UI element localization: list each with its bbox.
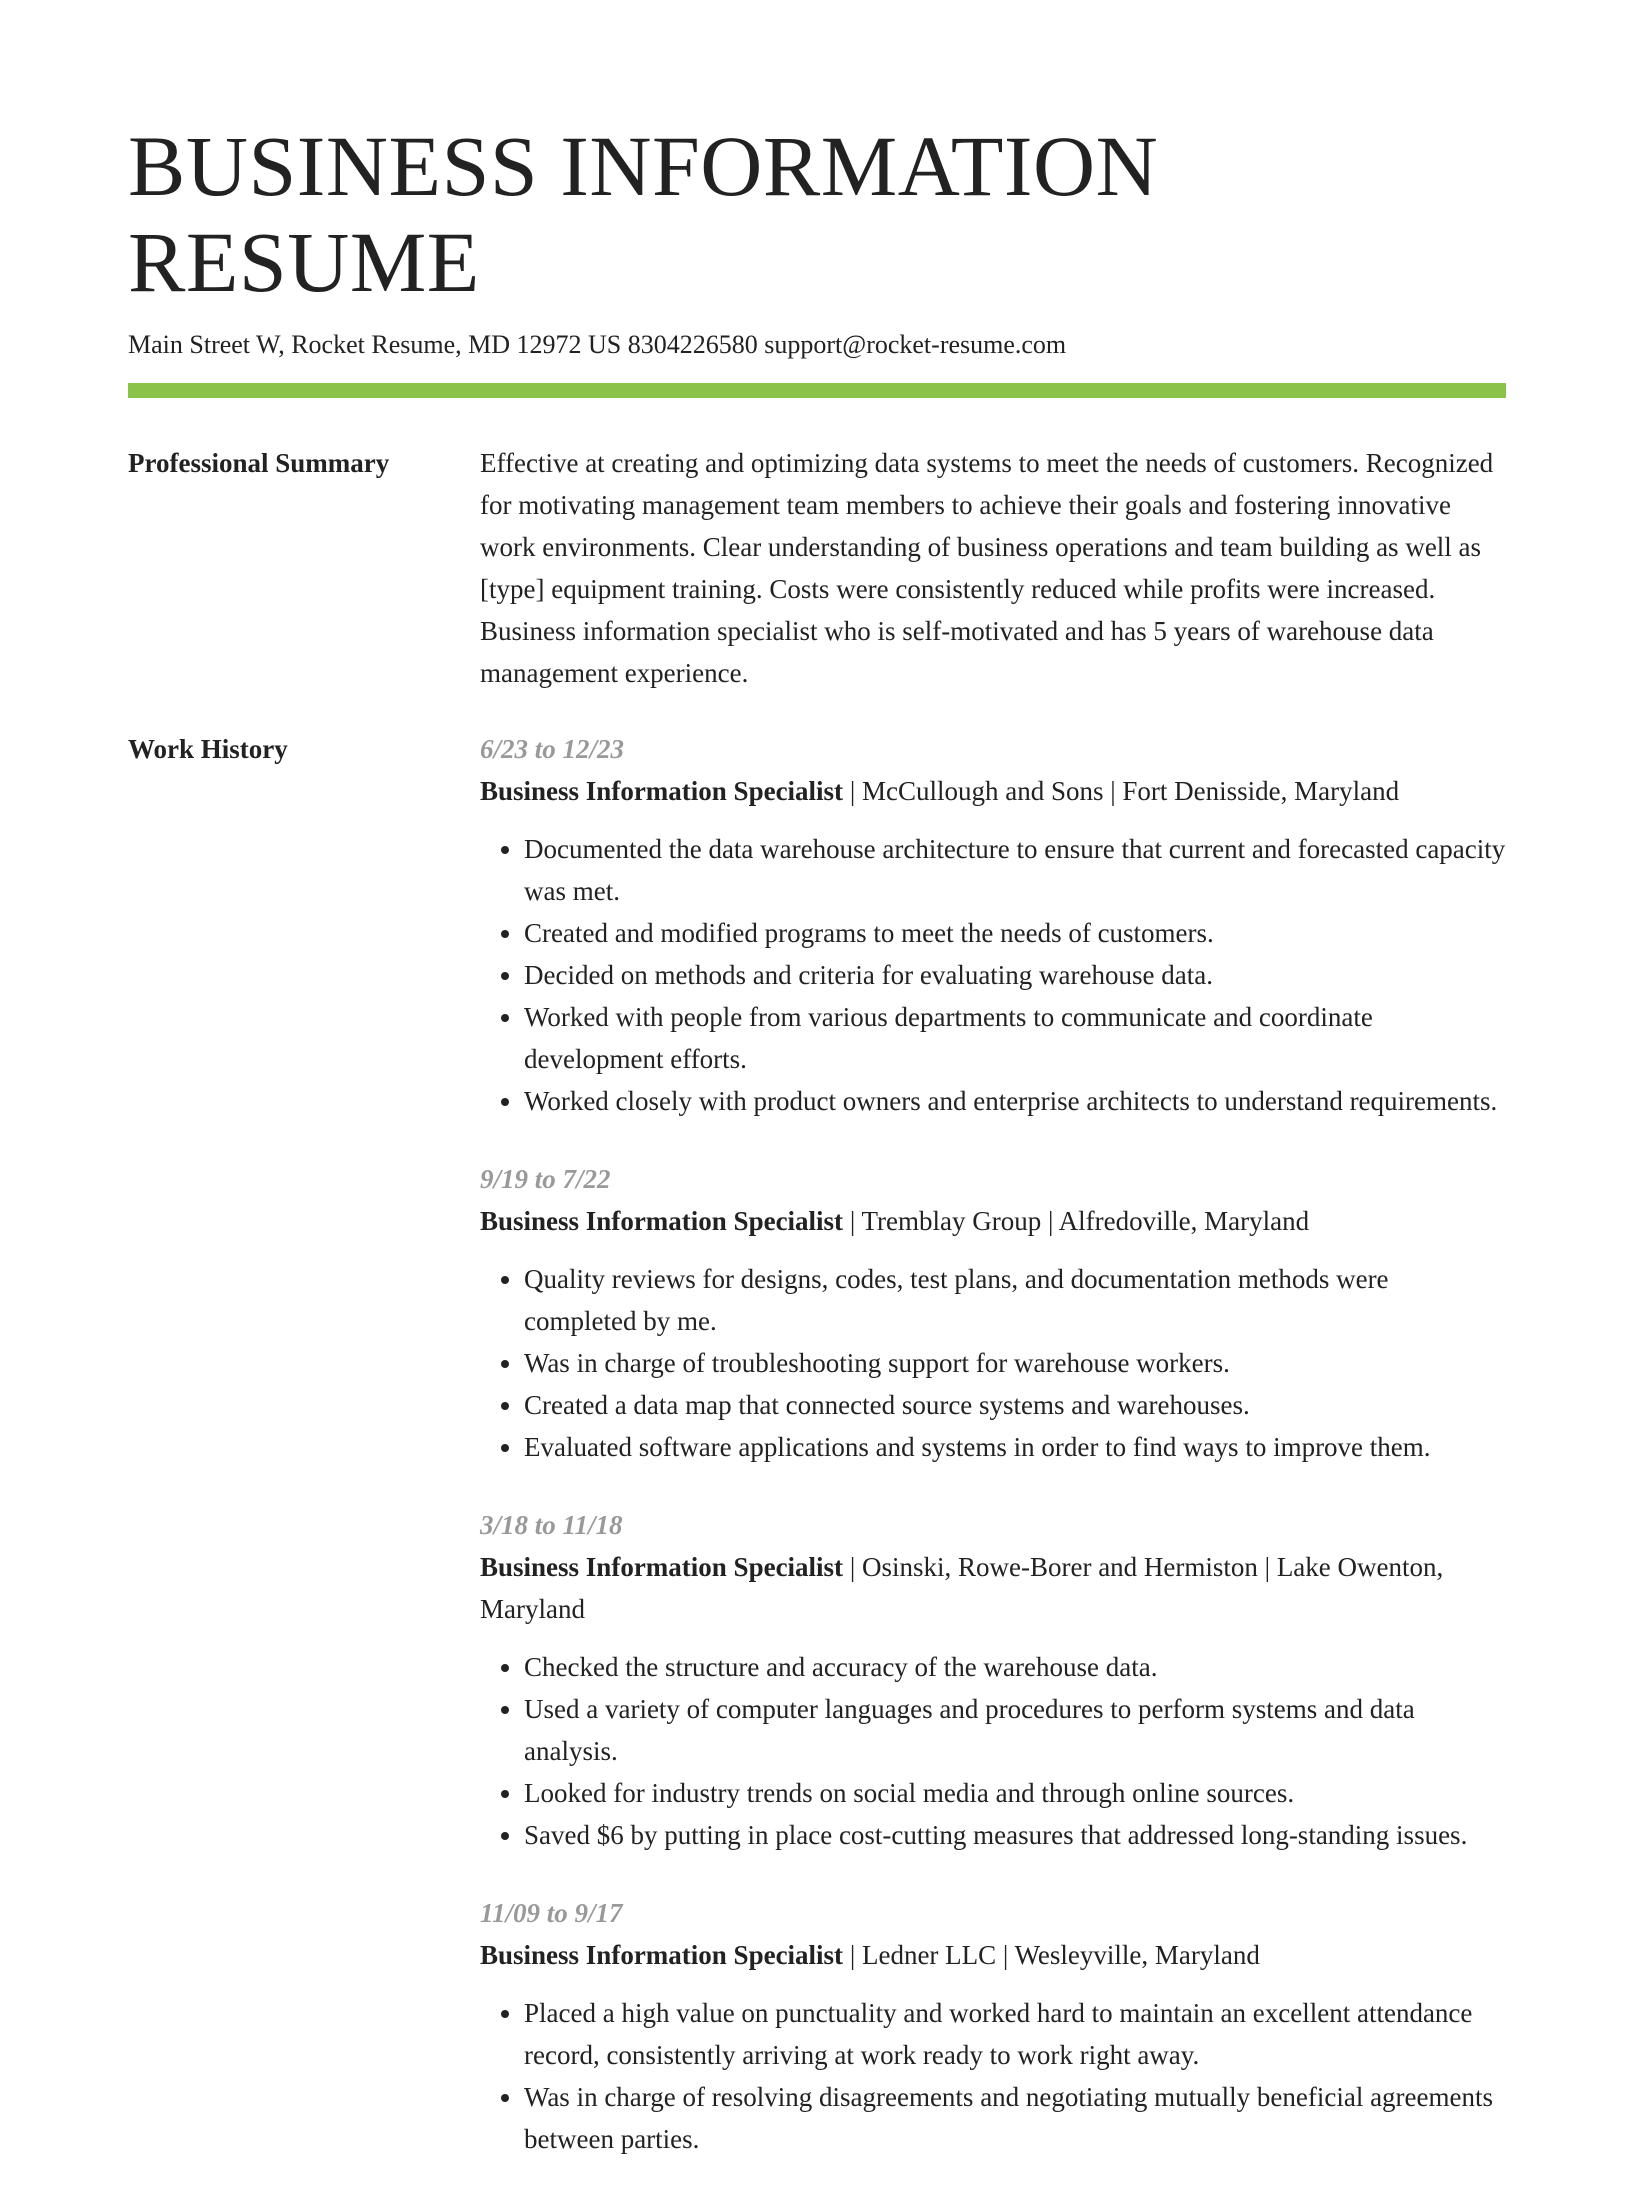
summary-section [128,442,1506,694]
job-bullet: • Worked with people from various departments to communicate and coordinate development efforts. [524,996,1506,1080]
job-title: Business Information Specialist [480,1206,844,1237]
job-heading [480,1546,1506,1630]
job-bullet: • Worked closely with product owners and enterprise architects to understand requirements. [524,1080,1506,1122]
work-history-section [128,728,1506,2196]
job-bullet-list [480,1646,1506,1856]
job-bullet: • Saved $6 by putting in place cost-cutting measures that addressed long-standing issues. [524,1814,1506,1856]
job-bullet: • Created and modified programs to meet the needs of customers. [524,912,1506,954]
job-bullet: • Decided on methods and criteria for evaluating warehouse data. [524,954,1506,996]
job-entry [480,1158,1506,1468]
job-bullet: • Was in charge of resolving disagreements and negotiating mutually beneficial agreements between parties. [524,2076,1506,2160]
job-bullet: • Checked the structure and accuracy of the warehouse data. [524,1646,1506,1688]
job-employer-location: | Ledner LLC | Wesleyville, Maryland [843,1940,1260,1971]
job-entry [480,1504,1506,1856]
job-entry [480,1892,1506,2160]
summary-body [480,442,1506,694]
summary-text: Effective at creating and optimizing data systems to meet the needs of customers. Recognized for motivating management team members to achieve their goals and fostering innovative work environments. Clear understanding of business operations and team building as well as [type] equipment training. Costs were consistently reduced while profits were increased. Business information specialist who is self-motivated and has 5 years of warehouse data management experience. [480,448,1494,689]
contact-line: Main Street W, Rocket Resume, MD 12972 US 8304226580 support@rocket-resume.com [128,329,1067,359]
job-dates: 6/23 to 12/23 [480,734,625,765]
job-title: Business Information Specialist [480,776,844,807]
job-entry [480,728,1506,1122]
job-dates: 9/19 to 7/22 [480,1164,611,1195]
work-history-body [480,728,1506,2196]
job-bullet: • Evaluated software applications and systems in order to find ways to improve them. [524,1426,1506,1468]
resume-title: BUSINESS INFORMATION RESUME [128,118,1159,311]
job-bullet: • Used a variety of computer languages and procedures to perform systems and data analysis. [524,1688,1506,1772]
job-employer-location: | Tremblay Group | Alfredoville, Maryland [843,1206,1310,1237]
job-employer-location: | McCullough and Sons | Fort Denisside, Maryland [843,776,1400,807]
summary-label: Professional Summary [128,448,390,479]
job-bullet: • Was in charge of troubleshooting support for warehouse workers. [524,1342,1506,1384]
job-dates: 3/18 to 11/18 [480,1510,623,1541]
job-heading [480,1934,1506,1976]
work-history-label: Work History [128,734,288,765]
job-heading [480,1200,1506,1242]
job-bullet-list [480,1258,1506,1468]
job-bullet: • Looked for industry trends on social media and through online sources. [524,1772,1506,1814]
job-bullet: • Created a data map that connected source systems and warehouses. [524,1384,1506,1426]
job-dates: 11/09 to 9/17 [480,1898,623,1929]
job-bullet: • Documented the data warehouse architecture to ensure that current and forecasted capacity was met. [524,828,1506,912]
job-employer-location: | Osinski, Rowe-Borer and Hermiston | Lake Owenton, Maryland [480,1552,1451,1625]
accent-divider [128,383,1506,398]
job-bullet-list [480,1992,1506,2160]
job-heading [480,770,1506,812]
job-title: Business Information Specialist [480,1940,844,1971]
job-bullet: • Placed a high value on punctuality and worked hard to maintain an excellent attendance record, consistently arriving at work ready to work right away. [524,1992,1506,2076]
job-bullet-list [480,828,1506,1122]
job-bullet: • Quality reviews for designs, codes, test plans, and documentation methods were completed by me. [524,1258,1506,1342]
job-title: Business Information Specialist [480,1552,844,1583]
